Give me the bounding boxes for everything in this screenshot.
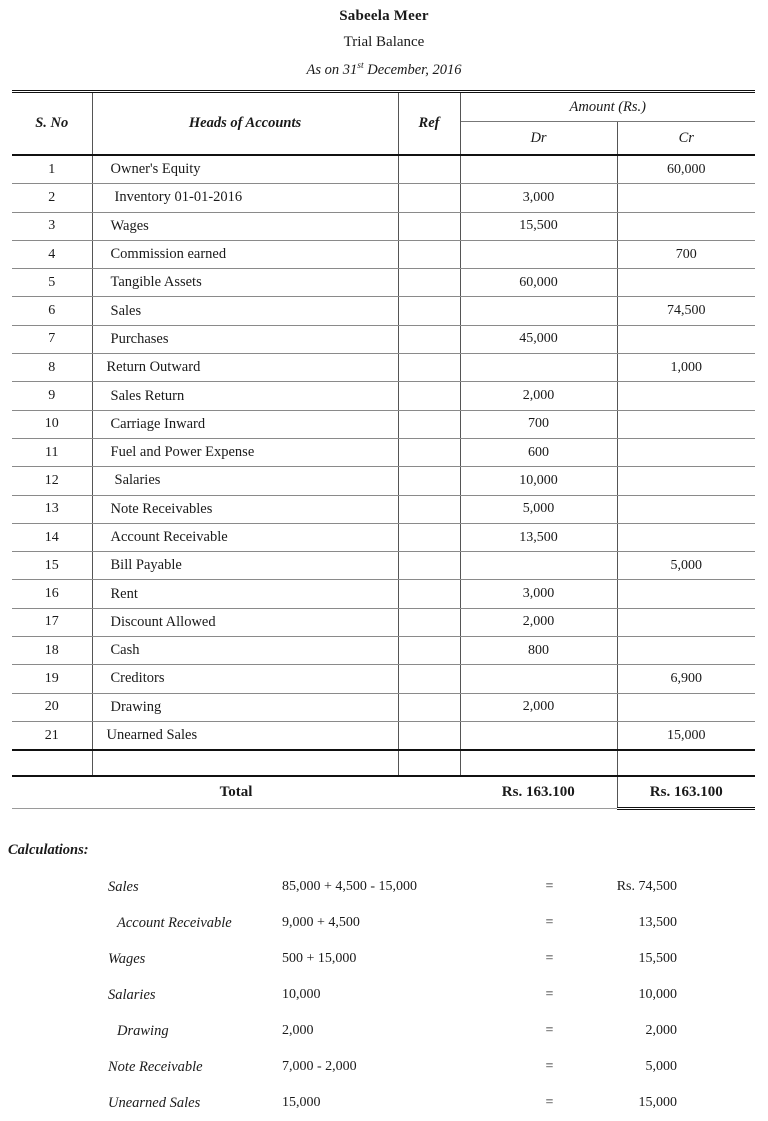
calculations-body [108,869,677,1121]
row-account-head: Cash [92,637,398,665]
row-ref [398,637,460,665]
calculation-label: Drawing [117,1022,169,1039]
row-debit-amount: 2,000 [460,608,617,636]
column-header-cr: Cr [678,129,694,146]
row-account-head: Fuel and Power Expense [92,438,398,466]
header-cell-heads [92,92,398,155]
row-ref [398,608,460,636]
row-credit-amount [617,382,755,410]
calculation-result: 15,000 [638,1095,677,1111]
table-header [12,92,755,156]
table-body [12,155,755,750]
row-credit-amount [617,212,755,240]
calculation-label: Unearned Sales [108,1094,201,1111]
table-row [12,580,755,608]
table-row [12,721,755,750]
calculation-row [108,1013,677,1049]
row-debit-amount [460,240,617,268]
row-account-head: Sales [92,297,398,325]
calculation-row [108,977,677,1013]
calculation-label: Note Receivable [108,1058,203,1075]
date-suffix: December, 2016 [363,62,462,78]
table-row [12,240,755,268]
row-account-head: Discount Allowed [92,608,398,636]
column-header-dr: Dr [460,122,617,155]
total-credit-amount: Rs. 163.100 [617,776,755,809]
calculation-expression: 2,000 [282,1023,314,1039]
calculation-result: 13,500 [638,915,677,931]
row-debit-amount [460,552,617,580]
row-debit-amount: 45,000 [460,325,617,353]
row-ref [398,325,460,353]
row-serial-number: 3 [12,212,92,240]
calculation-result: Rs. 74,500 [616,879,677,895]
calculation-row [108,941,677,977]
table-row [12,184,755,212]
calculation-result: 5,000 [645,1059,677,1075]
row-serial-number: 12 [12,467,92,495]
calculation-equals-sign: = [545,987,554,1003]
calculation-expression: 9,000 + 4,500 [282,915,360,931]
row-debit-amount [460,155,617,184]
row-ref [398,721,460,750]
total-debit-amount: Rs. 163.100 [460,776,617,809]
row-debit-amount: 2,000 [460,382,617,410]
row-debit-amount: 700 [460,410,617,438]
row-credit-amount [617,410,755,438]
calculation-result: 15,500 [638,951,677,967]
row-credit-amount [617,184,755,212]
spacer-cell-heads [92,750,398,776]
row-serial-number: 14 [12,523,92,551]
table-row [12,297,755,325]
table-row [12,382,755,410]
row-ref [398,438,460,466]
table-row [12,155,755,184]
row-credit-amount: 1,000 [617,354,755,382]
table-row [12,608,755,636]
table-row [12,523,755,551]
table-row [12,354,755,382]
row-serial-number: 17 [12,608,92,636]
column-header-amount-group: Amount (Rs.) [460,92,755,122]
row-account-head: Commission earned [92,240,398,268]
calculation-row [108,1049,677,1085]
row-debit-amount [460,297,617,325]
row-serial-number: 15 [12,552,92,580]
row-account-head: Tangible Assets [92,269,398,297]
row-credit-amount [617,269,755,297]
row-account-head: Note Receivables [92,495,398,523]
row-debit-amount: 3,000 [460,184,617,212]
spacer-cell-cr [617,750,755,776]
row-ref [398,354,460,382]
row-account-head: Owner's Equity [92,155,398,184]
calculation-label: Salaries [108,986,156,1003]
calculation-equals-sign: = [545,951,554,967]
row-account-head: Unearned Sales [92,721,398,750]
row-debit-amount: 600 [460,438,617,466]
row-ref [398,410,460,438]
calculation-row [108,1085,677,1121]
header-cell-sno [12,92,92,155]
row-credit-amount: 700 [617,240,755,268]
row-serial-number: 20 [12,693,92,721]
row-debit-amount: 5,000 [460,495,617,523]
row-account-head: Return Outward [92,354,398,382]
row-ref [398,184,460,212]
table-row [12,467,755,495]
row-debit-amount [460,665,617,693]
table-row [12,438,755,466]
total-label: Total [12,776,460,809]
calculations-table [108,869,677,1121]
calculation-expression: 10,000 [282,987,321,1003]
calculation-row [108,869,677,905]
company-name: Sabeela Meer [339,8,429,24]
row-credit-amount [617,693,755,721]
table-footer [12,750,755,809]
row-ref [398,155,460,184]
row-credit-amount [617,467,755,495]
calculation-expression: 85,000 + 4,500 - 15,000 [282,879,418,895]
statement-date [0,54,768,82]
row-credit-amount: 5,000 [617,552,755,580]
row-credit-amount [617,438,755,466]
table-row [12,693,755,721]
row-serial-number: 6 [12,297,92,325]
row-ref [398,693,460,721]
row-ref [398,523,460,551]
row-serial-number: 7 [12,325,92,353]
calculation-equals-sign: = [545,1095,554,1111]
row-account-head: Inventory 01-01-2016 [92,184,398,212]
table-row [12,325,755,353]
table-row [12,637,755,665]
column-header-sno: S. No [35,115,69,131]
row-serial-number: 1 [12,155,92,184]
row-account-head: Purchases [92,325,398,353]
row-serial-number: 21 [12,721,92,750]
calculation-expression: 500 + 15,000 [282,951,357,967]
row-ref [398,212,460,240]
column-header-heads: Heads of Accounts [188,115,302,131]
spacer-cell-ref [398,750,460,776]
row-credit-amount: 15,000 [617,721,755,750]
row-serial-number: 9 [12,382,92,410]
calculation-expression: 15,000 [282,1095,321,1111]
row-ref [398,269,460,297]
row-debit-amount: 10,000 [460,467,617,495]
row-credit-amount: 6,900 [617,665,755,693]
row-debit-amount: 2,000 [460,693,617,721]
calculation-equals-sign: = [545,879,554,895]
date-prefix: As on 31 [306,62,358,78]
row-ref [398,552,460,580]
row-credit-amount: 74,500 [617,297,755,325]
calculation-equals-sign: = [545,1023,554,1039]
row-serial-number: 18 [12,637,92,665]
row-ref [398,240,460,268]
calculation-row [108,905,677,941]
spacer-cell-sno [12,750,92,776]
row-debit-amount: 15,500 [460,212,617,240]
row-credit-amount [617,523,755,551]
row-credit-amount [617,325,755,353]
calculation-equals-sign: = [545,1059,554,1075]
row-serial-number: 5 [12,269,92,297]
header-cell-ref [398,92,460,155]
row-serial-number: 10 [12,410,92,438]
row-serial-number: 13 [12,495,92,523]
row-serial-number: 19 [12,665,92,693]
row-credit-amount: 60,000 [617,155,755,184]
row-ref [398,467,460,495]
row-ref [398,580,460,608]
row-ref [398,382,460,410]
row-account-head: Salaries [92,467,398,495]
row-account-head: Creditors [92,665,398,693]
row-credit-amount [617,580,755,608]
calculations-heading: Calculations: [8,842,89,859]
calculation-result: 2,000 [645,1023,677,1039]
row-account-head: Rent [92,580,398,608]
row-account-head: Drawing [92,693,398,721]
document-header [0,0,768,82]
row-serial-number: 2 [12,184,92,212]
row-debit-amount: 13,500 [460,523,617,551]
row-credit-amount [617,608,755,636]
row-account-head: Carriage Inward [92,410,398,438]
spacer-row [12,750,755,776]
table-header-row-group [12,92,755,122]
row-account-head: Bill Payable [92,552,398,580]
spacer-cell-dr [460,750,617,776]
table-row [12,552,755,580]
trial-balance-table [12,90,755,810]
row-serial-number: 8 [12,354,92,382]
calculation-expression: 7,000 - 2,000 [282,1059,357,1075]
row-debit-amount: 60,000 [460,269,617,297]
statement-title: Trial Balance [343,34,425,50]
table-row [12,410,755,438]
table-row [12,665,755,693]
row-debit-amount [460,354,617,382]
table-row [12,495,755,523]
row-account-head: Sales Return [92,382,398,410]
row-debit-amount: 800 [460,637,617,665]
table-row [12,269,755,297]
calculation-result: 10,000 [638,987,677,1003]
date-ordinal-suffix: st [357,61,364,72]
table-row [12,212,755,240]
row-account-head: Account Receivable [92,523,398,551]
row-serial-number: 4 [12,240,92,268]
calculation-label: Wages [108,950,146,967]
row-credit-amount [617,637,755,665]
row-ref [398,297,460,325]
row-serial-number: 16 [12,580,92,608]
row-debit-amount [460,721,617,750]
row-credit-amount [617,495,755,523]
calculation-label: Sales [108,878,139,895]
row-ref [398,495,460,523]
total-row [12,776,755,809]
calculation-equals-sign: = [545,915,554,931]
row-serial-number: 11 [12,438,92,466]
row-debit-amount: 3,000 [460,580,617,608]
row-ref [398,665,460,693]
trial-balance-table-wrapper [12,90,755,810]
calculation-label: Account Receivable [117,914,232,931]
row-account-head: Wages [92,212,398,240]
column-header-ref: Ref [418,115,440,131]
